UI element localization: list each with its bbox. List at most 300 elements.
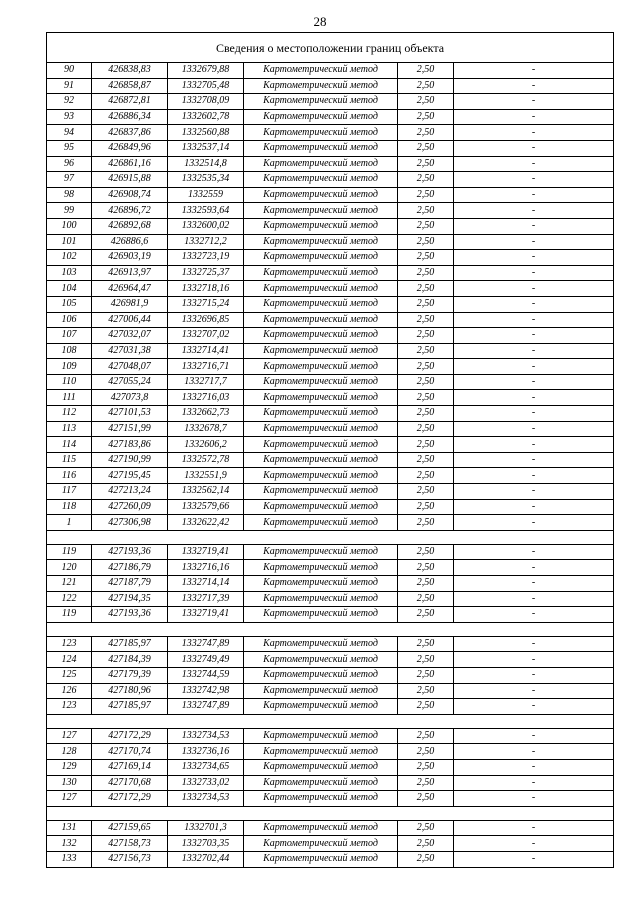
method: Картометрический метод — [244, 499, 398, 515]
coord-y: 1332719,41 — [168, 544, 244, 560]
coord-y: 1332622,42 — [168, 515, 244, 531]
coord-x: 427101,53 — [92, 406, 168, 422]
point-number: 97 — [47, 172, 92, 188]
table-row — [47, 499, 614, 515]
coord-x: 426908,74 — [92, 187, 168, 203]
table-row — [47, 234, 614, 250]
description: - — [454, 390, 614, 406]
coord-y: 1332714,14 — [168, 576, 244, 592]
coord-y: 1332736,16 — [168, 744, 244, 760]
table-row — [47, 63, 614, 79]
coord-y: 1332714,41 — [168, 343, 244, 359]
table-row — [47, 328, 614, 344]
coord-x: 426896,72 — [92, 203, 168, 219]
table-body — [47, 33, 614, 868]
coord-y: 1332742,98 — [168, 683, 244, 699]
coord-y: 1332725,37 — [168, 265, 244, 281]
accuracy: 2,50 — [398, 343, 454, 359]
point-number: 118 — [47, 499, 92, 515]
point-number: 1 — [47, 515, 92, 531]
page-number: 28 — [313, 14, 327, 29]
coord-x: 427170,74 — [92, 744, 168, 760]
table-row — [47, 468, 614, 484]
description: - — [454, 437, 614, 453]
accuracy: 2,50 — [398, 437, 454, 453]
point-number: 91 — [47, 78, 92, 94]
table-row — [47, 683, 614, 699]
point-number: 90 — [47, 63, 92, 79]
point-number: 123 — [47, 699, 92, 715]
method: Картометрический метод — [244, 63, 398, 79]
point-number: 102 — [47, 250, 92, 266]
coord-x: 427260,09 — [92, 499, 168, 515]
coord-y: 1332678,7 — [168, 421, 244, 437]
table-row — [47, 421, 614, 437]
accuracy: 2,50 — [398, 484, 454, 500]
description: - — [454, 468, 614, 484]
table-row — [47, 109, 614, 125]
description: - — [454, 515, 614, 531]
coord-x: 427031,38 — [92, 343, 168, 359]
coord-x: 426861,16 — [92, 156, 168, 172]
group-separator — [47, 714, 614, 728]
coord-x: 427151,99 — [92, 421, 168, 437]
coord-x: 426886,6 — [92, 234, 168, 250]
coord-y: 1332606,2 — [168, 437, 244, 453]
coord-y: 1332535,34 — [168, 172, 244, 188]
point-number: 111 — [47, 390, 92, 406]
coord-x: 427195,45 — [92, 468, 168, 484]
method: Картометрический метод — [244, 744, 398, 760]
coord-x: 426886,34 — [92, 109, 168, 125]
description: - — [454, 359, 614, 375]
coord-y: 1332705,48 — [168, 78, 244, 94]
method: Картометрический метод — [244, 94, 398, 110]
method: Картометрический метод — [244, 78, 398, 94]
point-number: 96 — [47, 156, 92, 172]
table-row — [47, 125, 614, 141]
coord-y: 1332723,19 — [168, 250, 244, 266]
coord-x: 427193,36 — [92, 544, 168, 560]
accuracy: 2,50 — [398, 636, 454, 652]
description: - — [454, 820, 614, 836]
method: Картометрический метод — [244, 699, 398, 715]
table-row — [47, 591, 614, 607]
point-number: 126 — [47, 683, 92, 699]
method: Картометрический метод — [244, 791, 398, 807]
description: - — [454, 683, 614, 699]
coord-y: 1332514,8 — [168, 156, 244, 172]
description: - — [454, 836, 614, 852]
point-number: 99 — [47, 203, 92, 219]
coord-x: 427048,07 — [92, 359, 168, 375]
method: Картометрический метод — [244, 667, 398, 683]
description: - — [454, 109, 614, 125]
description: - — [454, 667, 614, 683]
method: Картометрический метод — [244, 187, 398, 203]
accuracy: 2,50 — [398, 851, 454, 867]
description: - — [454, 699, 614, 715]
description: - — [454, 728, 614, 744]
accuracy: 2,50 — [398, 265, 454, 281]
point-number: 103 — [47, 265, 92, 281]
point-number: 107 — [47, 328, 92, 344]
point-number: 113 — [47, 421, 92, 437]
table-title-row — [47, 33, 614, 63]
table-row — [47, 359, 614, 375]
description: - — [454, 125, 614, 141]
point-number: 108 — [47, 343, 92, 359]
group-separator-row — [47, 530, 614, 544]
coord-y: 1332717,7 — [168, 374, 244, 390]
point-number: 128 — [47, 744, 92, 760]
point-number: 100 — [47, 218, 92, 234]
point-number: 110 — [47, 374, 92, 390]
point-number: 109 — [47, 359, 92, 375]
coord-y: 1332559 — [168, 187, 244, 203]
description: - — [454, 218, 614, 234]
coord-y: 1332579,66 — [168, 499, 244, 515]
coord-x: 427158,73 — [92, 836, 168, 852]
method: Картометрический метод — [244, 683, 398, 699]
table-row — [47, 728, 614, 744]
accuracy: 2,50 — [398, 94, 454, 110]
coord-y: 1332733,02 — [168, 775, 244, 791]
table-row — [47, 836, 614, 852]
coord-x: 427187,79 — [92, 576, 168, 592]
table-row — [47, 775, 614, 791]
accuracy: 2,50 — [398, 499, 454, 515]
table-row — [47, 296, 614, 312]
method: Картометрический метод — [244, 775, 398, 791]
table-row — [47, 187, 614, 203]
table-row — [47, 576, 614, 592]
coord-y: 1332717,39 — [168, 591, 244, 607]
table-row — [47, 484, 614, 500]
coord-y: 1332744,59 — [168, 667, 244, 683]
description: - — [454, 452, 614, 468]
method: Картометрический метод — [244, 281, 398, 297]
description: - — [454, 328, 614, 344]
table-row — [47, 791, 614, 807]
table-row — [47, 203, 614, 219]
description: - — [454, 78, 614, 94]
accuracy: 2,50 — [398, 390, 454, 406]
coord-y: 1332537,14 — [168, 140, 244, 156]
coord-x: 427073,8 — [92, 390, 168, 406]
accuracy: 2,50 — [398, 820, 454, 836]
description: - — [454, 759, 614, 775]
table-row — [47, 744, 614, 760]
table-row — [47, 172, 614, 188]
boundary-table — [46, 32, 614, 868]
method: Картометрический метод — [244, 265, 398, 281]
group-separator — [47, 530, 614, 544]
accuracy: 2,50 — [398, 607, 454, 623]
point-number: 127 — [47, 791, 92, 807]
coord-x: 427032,07 — [92, 328, 168, 344]
accuracy: 2,50 — [398, 250, 454, 266]
accuracy: 2,50 — [398, 667, 454, 683]
description: - — [454, 791, 614, 807]
table-row — [47, 218, 614, 234]
method: Картометрический метод — [244, 468, 398, 484]
description: - — [454, 343, 614, 359]
description: - — [454, 296, 614, 312]
coord-y: 1332734,65 — [168, 759, 244, 775]
accuracy: 2,50 — [398, 359, 454, 375]
description: - — [454, 172, 614, 188]
group-separator-row — [47, 714, 614, 728]
coord-x: 426913,97 — [92, 265, 168, 281]
accuracy: 2,50 — [398, 172, 454, 188]
description: - — [454, 203, 614, 219]
point-number: 133 — [47, 851, 92, 867]
point-number: 101 — [47, 234, 92, 250]
coord-x: 426981,9 — [92, 296, 168, 312]
point-number: 116 — [47, 468, 92, 484]
accuracy: 2,50 — [398, 591, 454, 607]
table-title: Сведения о местоположении границ объекта — [47, 33, 614, 63]
method: Картометрический метод — [244, 544, 398, 560]
coord-x: 426915,88 — [92, 172, 168, 188]
description: - — [454, 499, 614, 515]
point-number: 121 — [47, 576, 92, 592]
point-number: 94 — [47, 125, 92, 141]
group-separator-row — [47, 622, 614, 636]
description: - — [454, 560, 614, 576]
method: Картометрический метод — [244, 109, 398, 125]
method: Картометрический метод — [244, 560, 398, 576]
accuracy: 2,50 — [398, 281, 454, 297]
table-row — [47, 851, 614, 867]
method: Картометрический метод — [244, 359, 398, 375]
method: Картометрический метод — [244, 203, 398, 219]
accuracy: 2,50 — [398, 374, 454, 390]
method: Картометрический метод — [244, 515, 398, 531]
point-number: 119 — [47, 544, 92, 560]
point-number: 93 — [47, 109, 92, 125]
coord-x: 427194,35 — [92, 591, 168, 607]
coord-y: 1332734,53 — [168, 791, 244, 807]
method: Картометрический метод — [244, 328, 398, 344]
table-row — [47, 515, 614, 531]
method: Картометрический метод — [244, 250, 398, 266]
method: Картометрический метод — [244, 172, 398, 188]
accuracy: 2,50 — [398, 699, 454, 715]
description: - — [454, 234, 614, 250]
coord-x: 427306,98 — [92, 515, 168, 531]
coord-y: 1332715,24 — [168, 296, 244, 312]
coord-y: 1332593,64 — [168, 203, 244, 219]
coord-x: 427185,97 — [92, 699, 168, 715]
coord-x: 427213,24 — [92, 484, 168, 500]
description: - — [454, 744, 614, 760]
description: - — [454, 636, 614, 652]
coord-x: 426872,81 — [92, 94, 168, 110]
table-row — [47, 250, 614, 266]
table-row — [47, 406, 614, 422]
accuracy: 2,50 — [398, 544, 454, 560]
description: - — [454, 187, 614, 203]
method: Картометрический метод — [244, 820, 398, 836]
point-number: 98 — [47, 187, 92, 203]
description: - — [454, 94, 614, 110]
table-row — [47, 667, 614, 683]
point-number: 117 — [47, 484, 92, 500]
description: - — [454, 265, 614, 281]
method: Картометрический метод — [244, 374, 398, 390]
group-separator — [47, 806, 614, 820]
method: Картометрический метод — [244, 652, 398, 668]
accuracy: 2,50 — [398, 652, 454, 668]
description: - — [454, 775, 614, 791]
point-number: 130 — [47, 775, 92, 791]
coord-x: 426858,87 — [92, 78, 168, 94]
method: Картометрический метод — [244, 836, 398, 852]
point-number: 122 — [47, 591, 92, 607]
table-row — [47, 281, 614, 297]
point-number: 95 — [47, 140, 92, 156]
description: - — [454, 851, 614, 867]
table-row — [47, 607, 614, 623]
description: - — [454, 140, 614, 156]
table-row — [47, 452, 614, 468]
description: - — [454, 544, 614, 560]
table-row — [47, 820, 614, 836]
description: - — [454, 652, 614, 668]
table-row — [47, 78, 614, 94]
accuracy: 2,50 — [398, 452, 454, 468]
accuracy: 2,50 — [398, 759, 454, 775]
table-row — [47, 156, 614, 172]
description: - — [454, 406, 614, 422]
table-row — [47, 560, 614, 576]
coord-y: 1332749,49 — [168, 652, 244, 668]
coord-y: 1332712,2 — [168, 234, 244, 250]
point-number: 124 — [47, 652, 92, 668]
point-number: 92 — [47, 94, 92, 110]
coord-y: 1332572,78 — [168, 452, 244, 468]
accuracy: 2,50 — [398, 683, 454, 699]
method: Картометрический метод — [244, 759, 398, 775]
method: Картометрический метод — [244, 406, 398, 422]
coord-y: 1332747,89 — [168, 699, 244, 715]
coord-y: 1332600,02 — [168, 218, 244, 234]
table-row — [47, 759, 614, 775]
coord-x: 426849,96 — [92, 140, 168, 156]
coord-x: 426892,68 — [92, 218, 168, 234]
coord-y: 1332718,16 — [168, 281, 244, 297]
point-number: 123 — [47, 636, 92, 652]
point-number: 119 — [47, 607, 92, 623]
table-row — [47, 265, 614, 281]
point-number: 115 — [47, 452, 92, 468]
coord-y: 1332716,71 — [168, 359, 244, 375]
coord-y: 1332703,35 — [168, 836, 244, 852]
coord-x: 427156,73 — [92, 851, 168, 867]
description: - — [454, 576, 614, 592]
method: Картометрический метод — [244, 234, 398, 250]
point-number: 120 — [47, 560, 92, 576]
point-number: 129 — [47, 759, 92, 775]
coord-x: 427055,24 — [92, 374, 168, 390]
table-row — [47, 94, 614, 110]
point-number: 105 — [47, 296, 92, 312]
point-number: 127 — [47, 728, 92, 744]
accuracy: 2,50 — [398, 560, 454, 576]
coord-x: 427183,86 — [92, 437, 168, 453]
description: - — [454, 421, 614, 437]
table-row — [47, 374, 614, 390]
accuracy: 2,50 — [398, 234, 454, 250]
method: Картометрический метод — [244, 728, 398, 744]
group-separator — [47, 622, 614, 636]
point-number: 104 — [47, 281, 92, 297]
method: Картометрический метод — [244, 591, 398, 607]
accuracy: 2,50 — [398, 218, 454, 234]
accuracy: 2,50 — [398, 328, 454, 344]
table-row — [47, 544, 614, 560]
table-row — [47, 437, 614, 453]
coord-y: 1332707,02 — [168, 328, 244, 344]
point-number: 125 — [47, 667, 92, 683]
coord-x: 427193,36 — [92, 607, 168, 623]
method: Картометрический метод — [244, 390, 398, 406]
coord-x: 427170,68 — [92, 775, 168, 791]
coord-x: 427172,29 — [92, 791, 168, 807]
table-row — [47, 699, 614, 715]
coord-y: 1332716,16 — [168, 560, 244, 576]
accuracy: 2,50 — [398, 576, 454, 592]
coord-y: 1332701,3 — [168, 820, 244, 836]
point-number: 132 — [47, 836, 92, 852]
coord-y: 1332747,89 — [168, 636, 244, 652]
coord-x: 427179,39 — [92, 667, 168, 683]
method: Картометрический метод — [244, 156, 398, 172]
description: - — [454, 63, 614, 79]
coord-y: 1332716,03 — [168, 390, 244, 406]
description: - — [454, 312, 614, 328]
coord-y: 1332734,53 — [168, 728, 244, 744]
accuracy: 2,50 — [398, 63, 454, 79]
coord-x: 427169,14 — [92, 759, 168, 775]
method: Картометрический метод — [244, 296, 398, 312]
coord-y: 1332708,09 — [168, 94, 244, 110]
coord-x: 427184,39 — [92, 652, 168, 668]
accuracy: 2,50 — [398, 109, 454, 125]
accuracy: 2,50 — [398, 78, 454, 94]
accuracy: 2,50 — [398, 468, 454, 484]
coord-y: 1332719,41 — [168, 607, 244, 623]
point-number: 131 — [47, 820, 92, 836]
table-row — [47, 140, 614, 156]
method: Картометрический метод — [244, 484, 398, 500]
accuracy: 2,50 — [398, 515, 454, 531]
accuracy: 2,50 — [398, 140, 454, 156]
accuracy: 2,50 — [398, 421, 454, 437]
description: - — [454, 281, 614, 297]
coord-x: 426903,19 — [92, 250, 168, 266]
method: Картометрический метод — [244, 421, 398, 437]
accuracy: 2,50 — [398, 744, 454, 760]
coord-x: 427159,65 — [92, 820, 168, 836]
accuracy: 2,50 — [398, 406, 454, 422]
point-number: 112 — [47, 406, 92, 422]
method: Картометрический метод — [244, 437, 398, 453]
group-separator-row — [47, 806, 614, 820]
accuracy: 2,50 — [398, 791, 454, 807]
